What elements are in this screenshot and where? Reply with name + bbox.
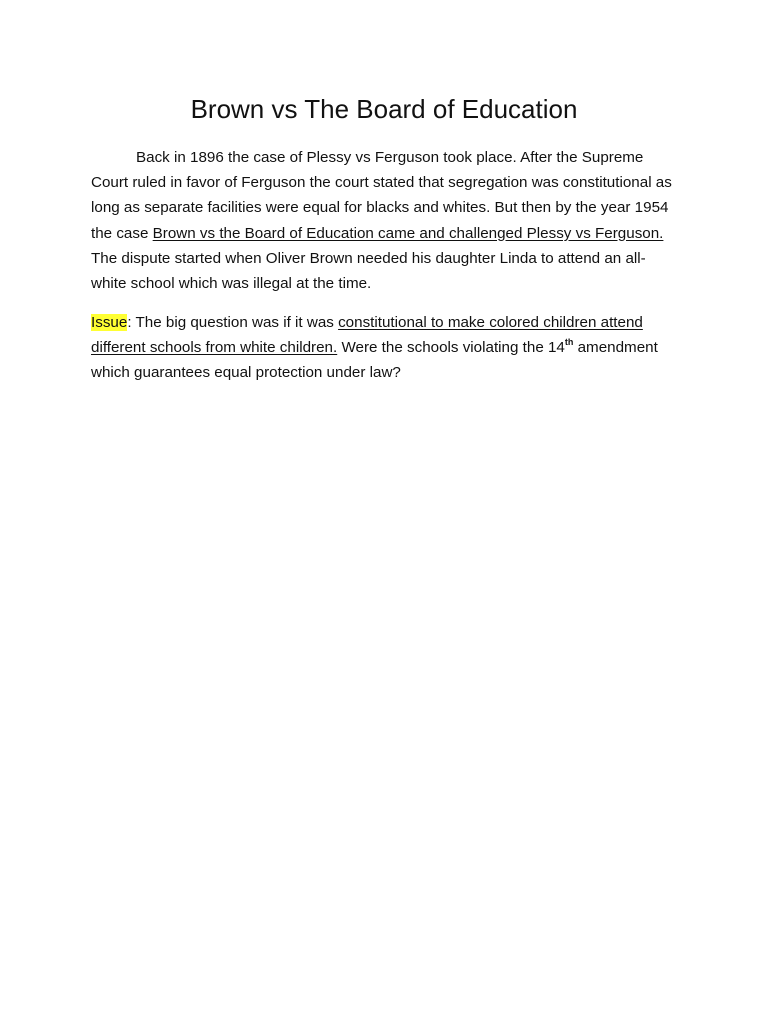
paragraph-issue xyxy=(91,310,677,386)
issue-label-highlight: Issue xyxy=(91,314,128,331)
paragraph-issue-text-2: Were the schools violating the 14 xyxy=(337,339,565,357)
paragraph-background-text-1: Back in 1896 the case of Plessy vs Ferguson took place. After the Supreme Court ruled in favor of Ferguson the court stated that segregation was constitutional as long as separate facilities were equal for blacks and whites. But then by the year 1954 the case xyxy=(91,149,672,242)
paragraph-background xyxy=(91,145,677,296)
document-title: Brown vs The Board of Education xyxy=(190,94,578,124)
ordinal-superscript: th xyxy=(564,337,574,348)
paragraph-issue-text-1: : The big question was if it was xyxy=(127,314,339,331)
paragraph-background-text-2: The dispute started when Oliver Brown needed his daughter Linda to attend an all-white school which was illegal at the time. xyxy=(91,249,646,293)
paragraph-background-underlined-text: Brown vs the Board of Education came and challenged Plessy vs Ferguson. xyxy=(152,224,664,242)
paragraph-issue-underlined-text: constitutional to make colored children attend different schools from white children. xyxy=(91,314,643,357)
paragraph-issue-text-3: amendment which guarantees equal protection under law? xyxy=(91,339,658,382)
